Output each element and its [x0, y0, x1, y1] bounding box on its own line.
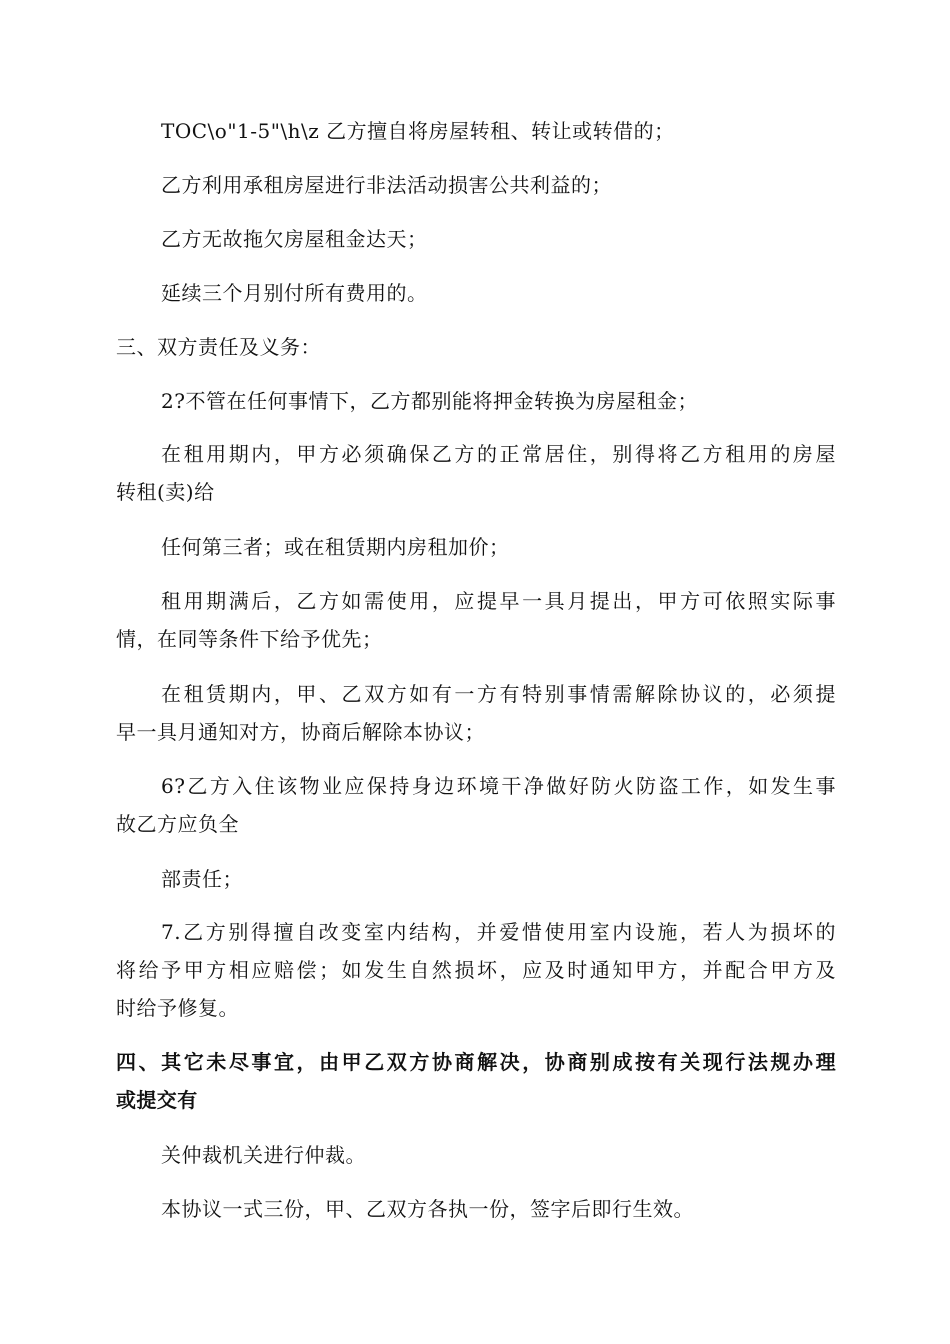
- text-line: TOC\o"1-5"\h\z 乙方擅自将房屋转租、转让或转借的；: [161, 119, 675, 143]
- text-line: 任何第三者；或在租赁期内房租加价；: [161, 535, 510, 559]
- text-line: 将给予甲方相应赔偿；如发生自然损坏，应及时通知甲方，并配合甲方及: [116, 958, 836, 982]
- section-heading: 四、其它未尽事宜，由甲乙双方协商解决，协商别成按有关现行法规办理: [116, 1050, 836, 1074]
- text-line: 延续三个月别付所有费用的。: [161, 281, 428, 305]
- text-line: 故乙方应负全: [116, 812, 239, 836]
- text-line: 在租赁期内，甲、乙双方如有一方有特别事情需解除协议的，必须提: [161, 682, 836, 706]
- text-line: 2?不管在任何事情下，乙方都别能将押金转换为房屋租金；: [161, 389, 698, 413]
- text-line: 在租用期内，甲方必须确保乙方的正常居住，别得将乙方租用的房屋: [161, 442, 836, 466]
- text-line: 转租(卖)给: [116, 480, 215, 504]
- text-line: 情，在同等条件下给予优先；: [116, 627, 383, 651]
- text-line: 本协议一式三份，甲、乙双方各执一份，签字后即行生效。: [161, 1197, 694, 1221]
- text-line: 6?乙方入住该物业应保持身边环境干净做好防火防盗工作，如发生事: [161, 774, 836, 798]
- text-line: 租用期满后，乙方如需使用，应提早一具月提出，甲方可依照实际事: [161, 589, 836, 613]
- text-line: 关仲裁机关进行仲裁。: [161, 1143, 366, 1167]
- text-line: 时给予修复。: [116, 996, 239, 1020]
- text-line: 早一具月通知对方，协商后解除本协议；: [116, 720, 485, 744]
- text-line: 7.乙方别得擅自改变室内结构，并爱惜使用室内设施，若人为损坏的: [161, 920, 836, 944]
- text-line: 部责任；: [161, 867, 243, 891]
- text-line: 乙方无故拖欠房屋租金达天；: [161, 227, 428, 251]
- section-heading: 或提交有: [116, 1088, 198, 1112]
- text-line: 乙方利用承租房屋进行非法活动损害公共利益的；: [161, 173, 612, 197]
- section-heading: 三、双方责任及义务：: [116, 335, 321, 359]
